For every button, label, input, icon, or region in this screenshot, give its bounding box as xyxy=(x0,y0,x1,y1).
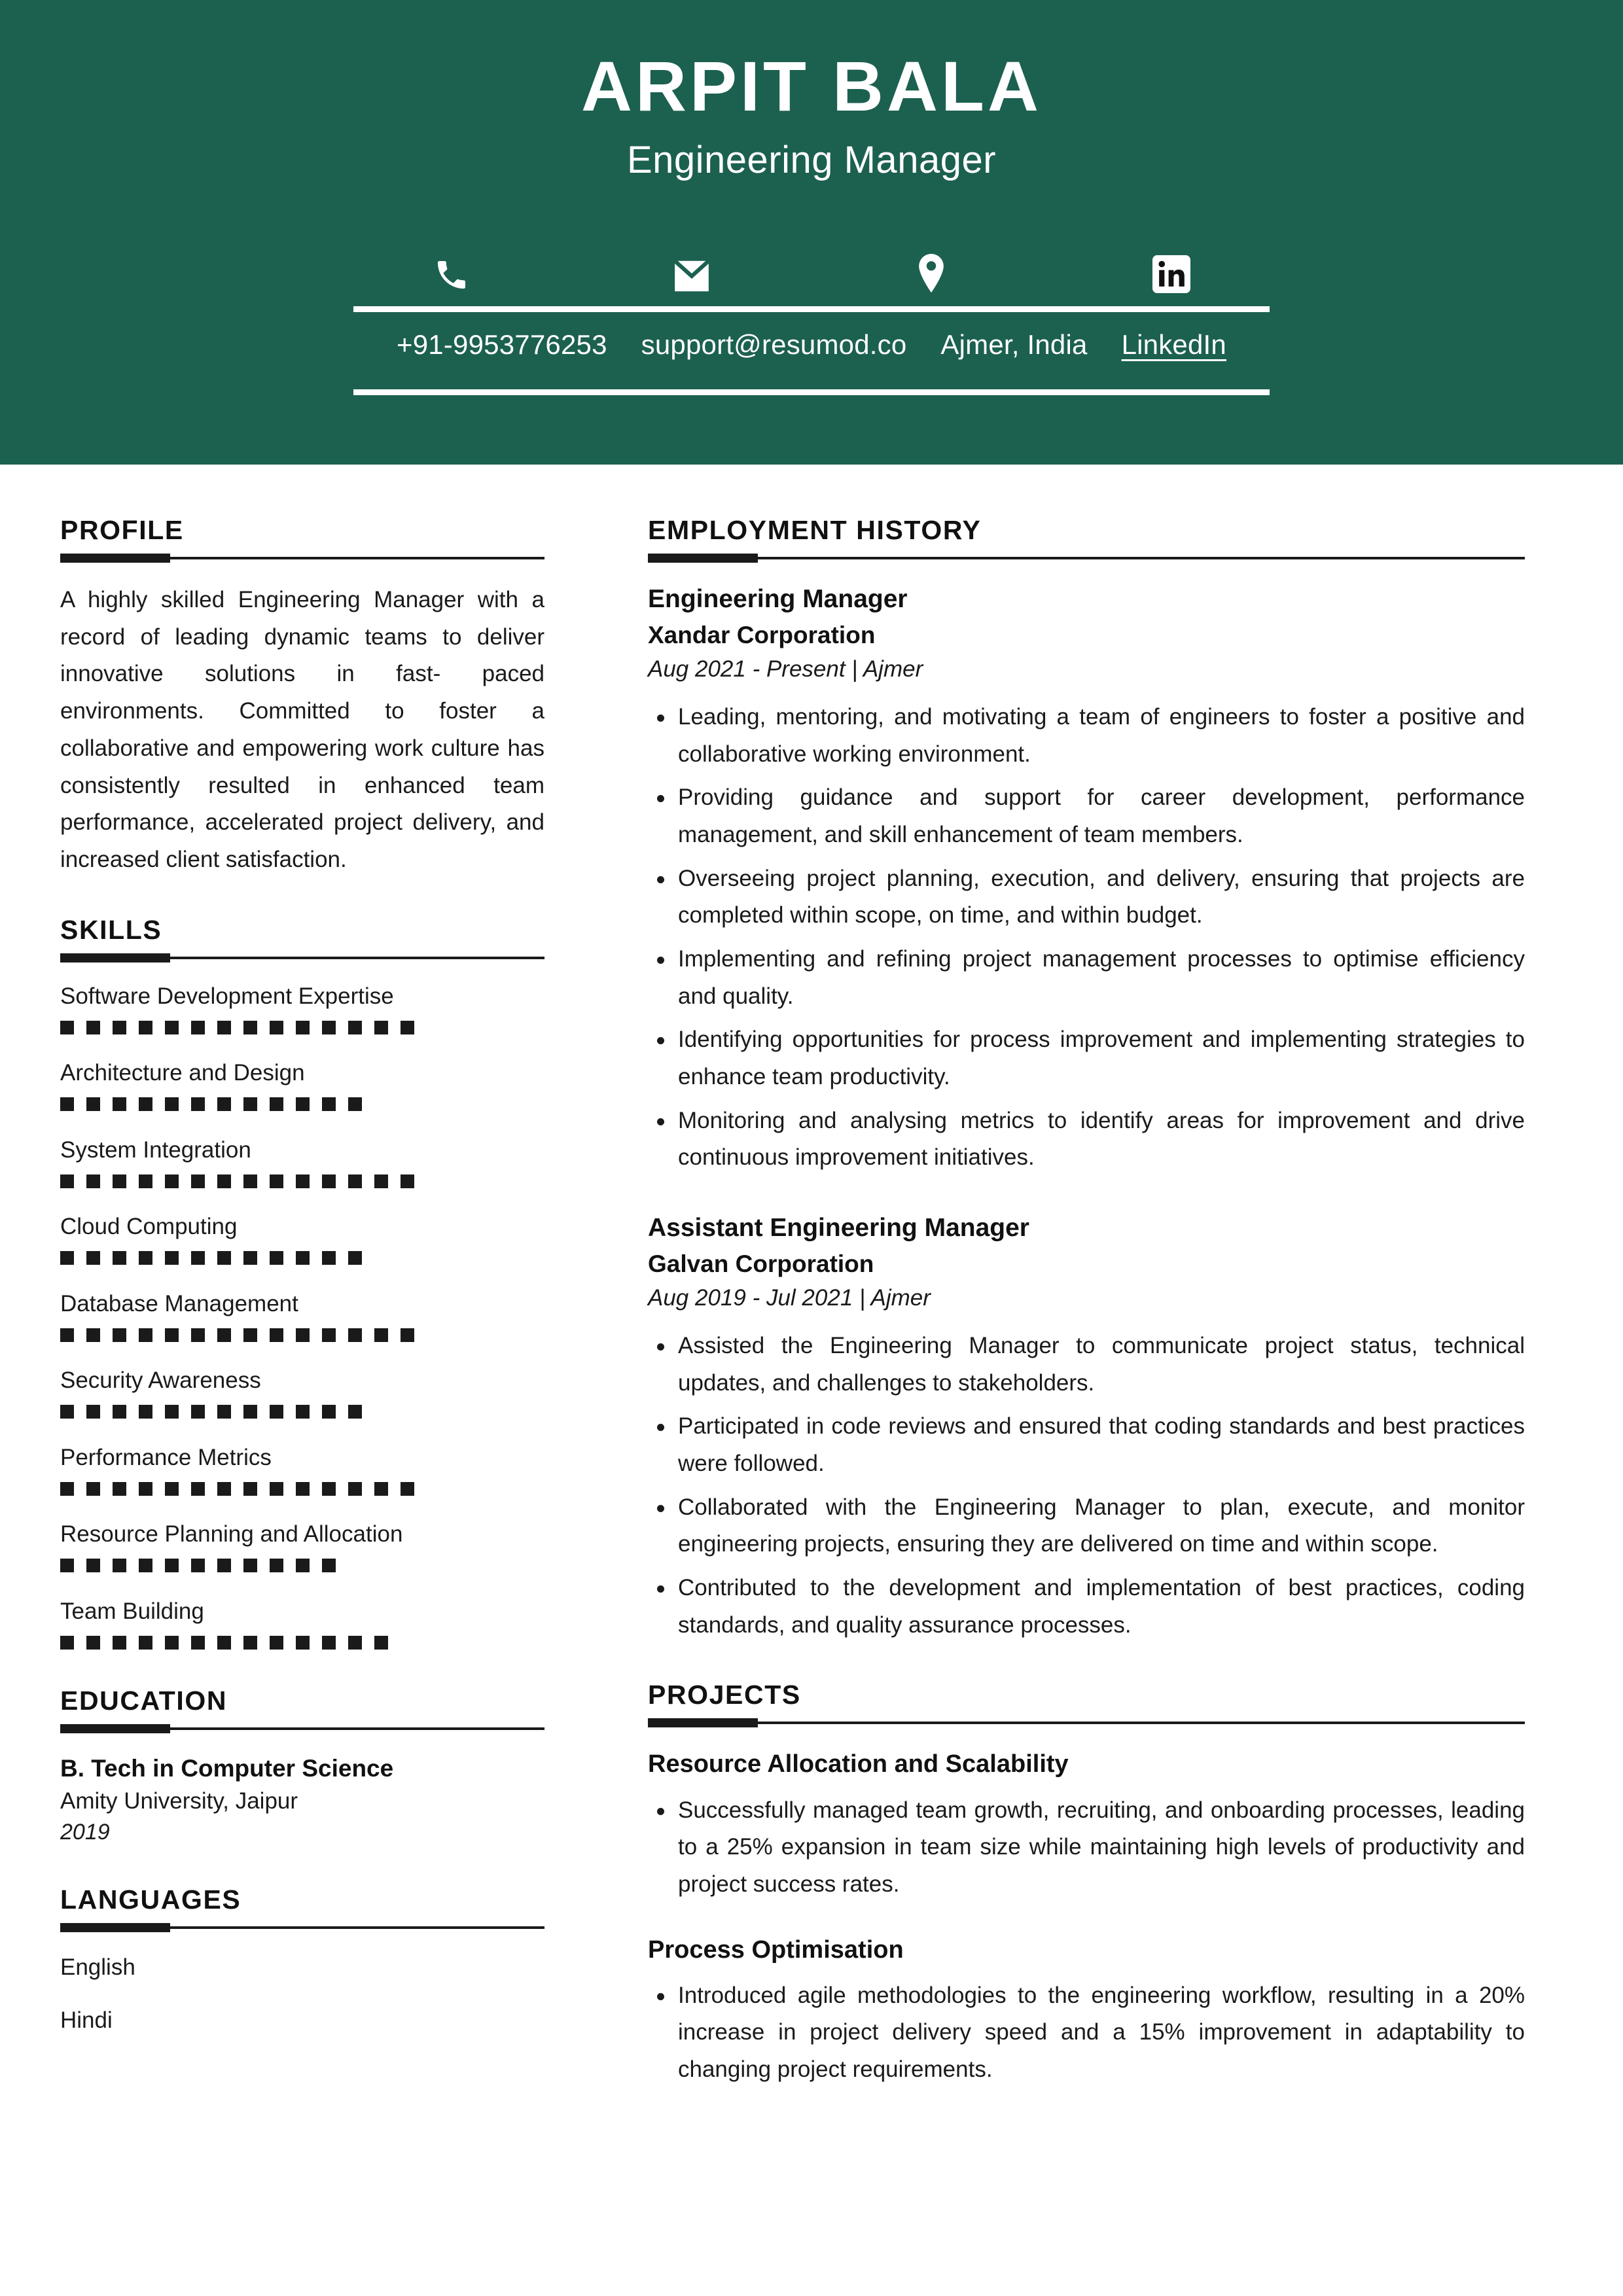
skill-rating-square xyxy=(113,1328,126,1342)
job-company: Galvan Corporation xyxy=(648,1250,874,1277)
skill-rating-square xyxy=(139,1559,152,1572)
job-bullet: Identifying opportunities for process improvement and implementing strategies to enhance team productivity. xyxy=(648,1021,1525,1095)
skill-rating-square xyxy=(401,1328,414,1342)
skill-rating-square xyxy=(296,1636,310,1650)
skill-rating-square xyxy=(296,1559,310,1572)
skill-rating-square xyxy=(191,1174,205,1188)
skill-rating-square xyxy=(322,1328,336,1342)
skill-rating-square xyxy=(113,1174,126,1188)
skill-rating-square xyxy=(86,1405,100,1419)
skill-rating-square xyxy=(296,1405,310,1419)
skill-rating-square xyxy=(243,1174,257,1188)
section-heading-profile: PROFILE xyxy=(60,515,184,545)
skill-rating-square xyxy=(322,1251,336,1265)
section-employment-history xyxy=(648,516,1525,1644)
skill-item xyxy=(60,1366,544,1419)
skill-rating-square xyxy=(348,1405,362,1419)
skill-rating-square xyxy=(113,1559,126,1572)
skill-rating-bar xyxy=(60,1405,544,1419)
skill-rating-square xyxy=(165,1559,179,1572)
skill-rating-square xyxy=(217,1097,231,1111)
skill-rating-square xyxy=(243,1559,257,1572)
skill-rating-bar xyxy=(60,1097,544,1112)
skill-rating-square xyxy=(139,1328,152,1342)
skill-rating-square xyxy=(165,1328,179,1342)
section-rule xyxy=(60,1727,544,1730)
skill-rating-square xyxy=(270,1482,283,1496)
skill-rating-square xyxy=(217,1328,231,1342)
skill-rating-square xyxy=(322,1559,336,1572)
skill-rating-square xyxy=(191,1097,205,1111)
skill-rating-square xyxy=(374,1328,388,1342)
skill-rating-bar xyxy=(60,1635,544,1650)
job-bullet-list xyxy=(648,699,1525,1176)
phone-icon xyxy=(393,241,510,293)
skill-item xyxy=(60,1212,544,1265)
skill-rating-square xyxy=(296,1328,310,1342)
skill-rating-square xyxy=(60,1482,74,1496)
skill-rating-square xyxy=(60,1251,74,1265)
skill-rating-square xyxy=(296,1174,310,1188)
section-heading-education: EDUCATION xyxy=(60,1686,228,1716)
skill-rating-square xyxy=(348,1097,362,1111)
section-rule xyxy=(60,1926,544,1929)
skill-rating-square xyxy=(243,1021,257,1034)
skill-item xyxy=(60,1519,544,1573)
skill-item xyxy=(60,981,544,1035)
skill-rating-square xyxy=(243,1251,257,1265)
skill-label: Resource Planning and Allocation xyxy=(60,1521,403,1547)
skill-rating-square xyxy=(401,1174,414,1188)
skill-label: Architecture and Design xyxy=(60,1060,305,1086)
skill-rating-square xyxy=(86,1021,100,1034)
jobs-list xyxy=(648,582,1525,1644)
skill-rating-square xyxy=(86,1559,100,1572)
job-bullet: Overseeing project planning, execution, and delivery, ensuring that projects are completed within scope, on time, and within budget. xyxy=(648,860,1525,934)
skill-label: Team Building xyxy=(60,1598,204,1624)
skill-rating-square xyxy=(165,1251,179,1265)
page-title: ARPIT BALA xyxy=(581,46,1042,126)
language-item: English xyxy=(60,1954,135,1980)
skill-rating-square xyxy=(139,1251,152,1265)
skill-rating-bar xyxy=(60,1251,544,1265)
contact-phone[interactable]: +91-9953776253 xyxy=(397,328,607,360)
skill-rating-square xyxy=(139,1482,152,1496)
skill-label: Cloud Computing xyxy=(60,1214,238,1240)
skill-rating-square xyxy=(322,1405,336,1419)
skill-rating-square xyxy=(165,1405,179,1419)
skill-rating-square xyxy=(113,1097,126,1111)
skill-rating-square xyxy=(165,1482,179,1496)
job-bullet: Implementing and refining project management processes to optimise efficiency and quality. xyxy=(648,941,1525,1015)
section-skills xyxy=(60,915,544,1650)
job-bullet: Assisted the Engineering Manager to communicate project status, technical updates, and challenges to stakeholders. xyxy=(648,1328,1525,1402)
skill-rating-square xyxy=(86,1097,100,1111)
skill-rating-square xyxy=(270,1021,283,1034)
skill-rating-square xyxy=(86,1636,100,1650)
job-entry xyxy=(648,1210,1525,1644)
education-list xyxy=(60,1752,544,1848)
profile-paragraph: A highly skilled Engineering Manager with a record of leading dynamic teams to deliver innovative solutions in fast- paced environments. Committed to foster a collaborative and empowering work culture has consistently resulted in enhanced team performance, accelerated project delivery, and increased client satisfaction. xyxy=(60,587,544,872)
skill-rating-square xyxy=(165,1174,179,1188)
skill-rating-square xyxy=(165,1021,179,1034)
contact-linkedin-link[interactable]: LinkedIn xyxy=(1121,328,1226,360)
skill-rating-square xyxy=(374,1636,388,1650)
skill-rating-square xyxy=(270,1636,283,1650)
skill-item xyxy=(60,1135,544,1189)
skill-rating-square xyxy=(348,1251,362,1265)
skill-rating-square xyxy=(270,1174,283,1188)
skill-rating-square xyxy=(322,1097,336,1111)
skill-rating-square xyxy=(243,1097,257,1111)
skill-rating-square xyxy=(113,1482,126,1496)
skill-rating-square xyxy=(217,1174,231,1188)
skill-rating-square xyxy=(113,1405,126,1419)
languages-list xyxy=(60,1951,544,2036)
skill-rating-square xyxy=(348,1636,362,1650)
skill-rating-square xyxy=(217,1251,231,1265)
job-bullet: Contributed to the development and implementation of best practices, coding standards, and quality assurance processes. xyxy=(648,1570,1525,1644)
skill-rating-square xyxy=(374,1174,388,1188)
education-year: 2019 xyxy=(60,1820,110,1845)
contact-block xyxy=(353,241,1270,395)
job-bullet: Monitoring and analysing metrics to identify areas for improvement and drive continuous improvement initiatives. xyxy=(648,1103,1525,1176)
skill-item xyxy=(60,1443,544,1496)
skill-rating-square xyxy=(270,1251,283,1265)
skill-rating-square xyxy=(374,1482,388,1496)
skill-rating-square xyxy=(191,1636,205,1650)
skill-rating-square xyxy=(243,1328,257,1342)
job-role: Engineering Manager xyxy=(648,585,908,614)
skill-rating-square xyxy=(243,1405,257,1419)
education-school: Amity University, Jaipur xyxy=(60,1788,298,1814)
section-rule xyxy=(60,957,544,959)
skill-rating-square xyxy=(60,1636,74,1650)
skill-rating-square xyxy=(86,1251,100,1265)
job-bullet: Leading, mentoring, and motivating a team of engineers to foster a positive and collaborative working environment. xyxy=(648,699,1525,773)
right-column xyxy=(648,516,1525,2125)
skill-rating-square xyxy=(348,1174,362,1188)
skill-rating-square xyxy=(139,1097,152,1111)
section-heading-skills: SKILLS xyxy=(60,914,162,945)
skill-rating-square xyxy=(113,1021,126,1034)
skill-rating-square xyxy=(191,1021,205,1034)
skill-rating-square xyxy=(165,1097,179,1111)
skill-rating-square xyxy=(348,1328,362,1342)
project-bullet-list xyxy=(648,1977,1525,2089)
skill-rating-square xyxy=(191,1251,205,1265)
skill-rating-square xyxy=(86,1482,100,1496)
skill-rating-square xyxy=(270,1559,283,1572)
skill-rating-bar xyxy=(60,1481,544,1496)
project-title: Process Optimisation xyxy=(648,1935,904,1964)
skill-rating-square xyxy=(217,1021,231,1034)
skill-label: Security Awareness xyxy=(60,1368,261,1394)
skill-rating-bar xyxy=(60,1020,544,1034)
skill-label: Performance Metrics xyxy=(60,1444,272,1470)
job-role: Assistant Engineering Manager xyxy=(648,1214,1029,1243)
section-languages xyxy=(60,1885,544,2036)
section-education xyxy=(60,1686,544,1848)
skill-rating-square xyxy=(165,1636,179,1650)
skill-rating-bar xyxy=(60,1328,544,1342)
skill-label: Database Management xyxy=(60,1290,298,1316)
education-entry xyxy=(60,1752,544,1848)
envelope-icon xyxy=(633,241,751,293)
skill-rating-square xyxy=(243,1482,257,1496)
contact-rule-bottom xyxy=(353,389,1270,395)
skill-rating-square xyxy=(401,1021,414,1034)
linkedin-icon xyxy=(1113,241,1230,293)
project-bullet: Introduced agile methodologies to the engineering workflow, resulting in a 20% increase in project delivery speed and a 15% improvement in adaptability to changing project requirements. xyxy=(648,1977,1525,2089)
skill-rating-square xyxy=(86,1174,100,1188)
section-profile xyxy=(60,516,544,879)
skill-rating-square xyxy=(217,1405,231,1419)
contact-email[interactable]: support@resumod.co xyxy=(641,328,907,360)
skill-rating-square xyxy=(322,1482,336,1496)
header-subtitle: Engineering Manager xyxy=(626,139,997,182)
job-company: Xandar Corporation xyxy=(648,621,876,648)
job-bullet: Participated in code reviews and ensured that coding standards and best practices were followed. xyxy=(648,1408,1525,1482)
job-dates-location: Aug 2019 - Jul 2021 | Ajmer xyxy=(648,1285,931,1311)
projects-list xyxy=(648,1746,1525,2088)
job-dates-location: Aug 2021 - Present | Ajmer xyxy=(648,656,923,682)
left-column xyxy=(60,516,544,2073)
skill-label: System Integration xyxy=(60,1137,251,1163)
skill-rating-square xyxy=(348,1021,362,1034)
skill-rating-square xyxy=(139,1021,152,1034)
skill-rating-square xyxy=(86,1328,100,1342)
project-title: Resource Allocation and Scalability xyxy=(648,1750,1069,1778)
skill-rating-square xyxy=(139,1636,152,1650)
project-bullet: Successfully managed team growth, recruiting, and onboarding processes, leading to a 25% expansion in team size while maintaining high levels of productivity and project success rates. xyxy=(648,1792,1525,1903)
skill-rating-square xyxy=(348,1482,362,1496)
skill-rating-square xyxy=(322,1636,336,1650)
job-bullet-list xyxy=(648,1328,1525,1644)
location-pin-icon xyxy=(872,241,990,293)
contact-icon-row xyxy=(353,241,1270,293)
skill-rating-square xyxy=(296,1097,310,1111)
skill-rating-square xyxy=(191,1559,205,1572)
skill-rating-square xyxy=(401,1482,414,1496)
skill-rating-square xyxy=(60,1405,74,1419)
skill-rating-square xyxy=(139,1174,152,1188)
skill-rating-square xyxy=(113,1251,126,1265)
resume-body xyxy=(0,465,1623,2125)
skill-rating-square xyxy=(296,1482,310,1496)
resume-header xyxy=(0,0,1623,465)
section-rule xyxy=(648,557,1525,559)
skill-rating-square xyxy=(191,1405,205,1419)
skill-rating-square xyxy=(217,1482,231,1496)
contact-rule-top xyxy=(353,306,1270,312)
skill-rating-square xyxy=(60,1328,74,1342)
skills-list xyxy=(60,981,544,1650)
skill-rating-square xyxy=(322,1021,336,1034)
skill-rating-square xyxy=(217,1636,231,1650)
project-entry xyxy=(648,1932,1525,2089)
contact-location: Ajmer, India xyxy=(940,328,1088,360)
skill-rating-square xyxy=(60,1021,74,1034)
job-bullet: Providing guidance and support for career development, performance management, and skill enhancement of team members. xyxy=(648,779,1525,853)
skill-rating-square xyxy=(217,1559,231,1572)
section-heading-projects: PROJECTS xyxy=(648,1680,801,1710)
skill-rating-square xyxy=(243,1636,257,1650)
skill-item xyxy=(60,1597,544,1650)
job-entry xyxy=(648,582,1525,1176)
skill-rating-square xyxy=(270,1328,283,1342)
job-bullet: Collaborated with the Engineering Manager to plan, execute, and monitor engineering projects, ensuring they are delivered on time and within scope. xyxy=(648,1489,1525,1563)
skill-rating-square xyxy=(191,1482,205,1496)
skill-rating-square xyxy=(322,1174,336,1188)
contact-value-row xyxy=(353,312,1270,376)
skill-rating-square xyxy=(60,1097,74,1111)
skill-item xyxy=(60,1058,544,1112)
skill-rating-square xyxy=(296,1251,310,1265)
section-projects xyxy=(648,1680,1525,2088)
skill-rating-square xyxy=(113,1636,126,1650)
skill-rating-bar xyxy=(60,1174,544,1188)
skill-rating-square xyxy=(60,1174,74,1188)
skill-label: Software Development Expertise xyxy=(60,983,394,1009)
project-entry xyxy=(648,1746,1525,1903)
skill-rating-square xyxy=(60,1559,74,1572)
section-rule xyxy=(60,557,544,559)
education-degree: B. Tech in Computer Science xyxy=(60,1755,394,1782)
project-bullet-list xyxy=(648,1792,1525,1903)
skill-rating-square xyxy=(374,1021,388,1034)
skill-rating-square xyxy=(296,1021,310,1034)
skill-rating-square xyxy=(139,1405,152,1419)
section-heading-employment: EMPLOYMENT HISTORY xyxy=(648,515,982,545)
language-item: Hindi xyxy=(60,2007,113,2033)
skill-rating-bar xyxy=(60,1559,544,1573)
skill-rating-square xyxy=(270,1405,283,1419)
section-heading-languages: LANGUAGES xyxy=(60,1884,241,1915)
section-rule xyxy=(648,1722,1525,1724)
skill-rating-square xyxy=(270,1097,283,1111)
skill-item xyxy=(60,1289,544,1343)
skill-rating-square xyxy=(191,1328,205,1342)
